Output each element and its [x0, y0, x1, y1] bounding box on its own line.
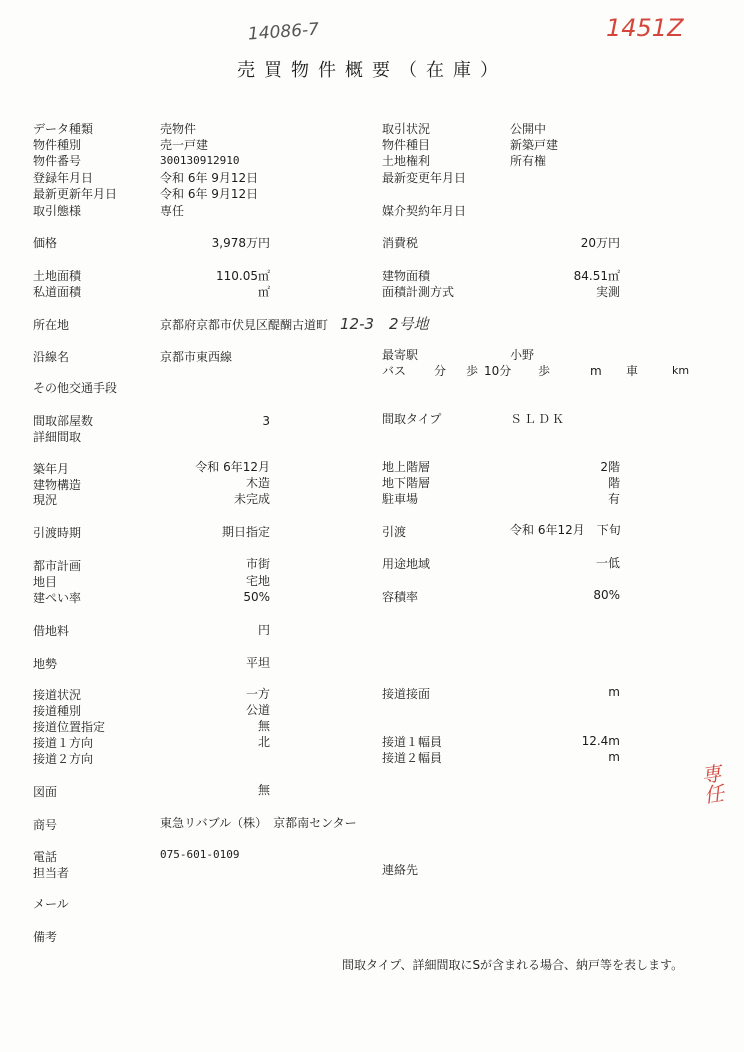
value-floor-ratio: 80% [593, 588, 620, 602]
value-parking: 有 [607, 492, 620, 506]
label-road1-direction: 接道１方向 [33, 736, 94, 750]
bus-car-label: 車 [626, 364, 639, 378]
bus-m-unit: m [590, 364, 602, 378]
label-terrain: 地勢 [33, 657, 58, 671]
value-coverage: 50% [243, 590, 270, 604]
label-condition: 現況 [33, 493, 58, 507]
value-area-method: 実測 [595, 285, 620, 299]
label-other-transport: その他交通手段 [33, 381, 118, 395]
label-line: 沿線名 [33, 350, 70, 364]
bus-min-unit: 分 [434, 364, 447, 378]
label-floor-ratio: 容積率 [382, 590, 419, 604]
label-person: 担当者 [33, 866, 70, 880]
value-property-type: 売一戸建 [160, 138, 209, 152]
label-phone: 電話 [33, 850, 58, 864]
handwritten-side-note: 専任 [696, 762, 726, 806]
label-rooms: 間取部屋数 [33, 414, 94, 428]
label-last-updated: 最新更新年月日 [33, 187, 118, 201]
label-floors-above: 地上階層 [382, 460, 431, 474]
bus-walk-minutes: 10分 [484, 364, 512, 378]
value-trade-status: 公開中 [510, 122, 547, 136]
value-road-frontage: m [608, 685, 620, 699]
label-road-type: 接道種別 [33, 704, 82, 718]
label-data-type: データ種類 [33, 122, 94, 136]
value-rooms: 3 [262, 414, 270, 428]
label-price: 価格 [33, 236, 58, 250]
label-layout-detail: 詳細間取 [33, 430, 82, 444]
handwritten-address-suffix: 12-3 2号地 [340, 315, 429, 333]
value-structure: 木造 [245, 476, 270, 490]
value-road1-direction: 北 [257, 735, 270, 749]
label-property-number: 物件番号 [33, 154, 82, 168]
value-private-road: ㎡ [257, 285, 270, 299]
label-deal-type: 取引態様 [33, 204, 82, 218]
label-bus: バス [382, 364, 407, 378]
handwritten-ref-number: 14086-7 [247, 19, 320, 45]
value-registered: 令和 6年 9月12日 [160, 171, 259, 185]
value-land-area: 110.05㎡ [216, 269, 270, 283]
value-condition: 未完成 [233, 492, 270, 506]
value-floors-below: 階 [607, 476, 620, 490]
label-built: 築年月 [33, 462, 70, 476]
bus-km-unit: km [672, 364, 690, 377]
value-road1-width: 12.4m [581, 734, 620, 748]
value-road2-width: m [608, 750, 620, 764]
label-city-plan: 都市計画 [33, 559, 82, 573]
label-structure: 建物構造 [33, 478, 82, 492]
label-use-zone: 用途地域 [382, 557, 431, 571]
value-land-rent: 円 [257, 623, 270, 637]
label-private-road: 私道面積 [33, 285, 82, 299]
value-property-item: 新築戸建 [510, 138, 559, 152]
label-contact: 連絡先 [382, 863, 419, 877]
label-road-status: 接道状況 [33, 688, 82, 702]
value-land-category: 宅地 [245, 574, 270, 588]
value-last-updated: 令和 6年 9月12日 [160, 187, 259, 201]
label-land-rent: 借地料 [33, 624, 70, 638]
label-floors-below: 地下階層 [382, 476, 431, 490]
label-building-area: 建物面積 [382, 269, 431, 283]
label-land-category: 地目 [33, 575, 58, 589]
handwritten-id-number: 1451Z [606, 14, 684, 42]
label-nearest-station: 最寄駅 [382, 348, 419, 362]
label-broker-contract: 媒介契約年月日 [382, 204, 467, 218]
label-property-type: 物件種別 [33, 138, 82, 152]
label-road2-direction: 接道２方向 [33, 752, 94, 766]
value-layout-type: ＳＬＤＫ [510, 412, 567, 426]
value-drawing: 無 [257, 783, 270, 797]
label-road1-width: 接道１幅員 [382, 735, 443, 749]
value-terrain: 平坦 [245, 656, 270, 670]
label-road2-width: 接道２幅員 [382, 751, 443, 765]
value-road-status: 一方 [245, 687, 270, 701]
label-location: 所在地 [33, 318, 70, 332]
bus-walk2-label: 歩 [538, 364, 551, 378]
value-floors-above: 2階 [600, 460, 620, 474]
label-road-position: 接道位置指定 [33, 720, 106, 734]
label-land-right: 土地権利 [382, 154, 431, 168]
label-mail: メール [33, 897, 69, 911]
value-handover: 令和 6年12月 下旬 [510, 523, 621, 537]
value-land-right: 所有権 [510, 154, 547, 168]
page-title: 売買物件概要（在庫） [237, 60, 507, 81]
label-drawing: 図面 [33, 785, 58, 799]
value-road-position: 無 [257, 719, 270, 733]
value-building-area: 84.51㎡ [573, 269, 620, 283]
value-line: 京都市東西線 [160, 350, 233, 364]
label-coverage: 建ぺい率 [33, 591, 82, 605]
label-property-item: 物件種目 [382, 138, 431, 152]
value-nearest-station: 小野 [510, 348, 535, 362]
value-consumption-tax: 20万円 [580, 236, 620, 250]
bus-walk-label: 歩 [466, 364, 479, 378]
label-area-method: 面積計測方式 [382, 285, 455, 299]
footnote: 間取タイプ、詳細間取にSが含まれる場合、納戸等を表します。 [342, 958, 684, 972]
value-data-type: 売物件 [160, 122, 197, 136]
label-handover-time: 引渡時期 [33, 526, 82, 540]
value-use-zone: 一低 [595, 556, 620, 570]
label-parking: 駐車場 [382, 492, 419, 506]
value-deal-type: 専任 [160, 204, 185, 218]
value-phone: 075-601-0109 [160, 848, 240, 861]
value-built: 令和 6年12月 [195, 460, 270, 474]
label-registered: 登録年月日 [33, 171, 94, 185]
value-road-type: 公道 [245, 703, 270, 717]
value-price: 3,978万円 [211, 236, 270, 250]
value-trade-name: 東急リバブル（株） 京都南センター [160, 816, 357, 830]
value-location: 京都府京都市伏見区醍醐古道町 [160, 318, 329, 332]
label-trade-status: 取引状況 [382, 122, 431, 136]
label-consumption-tax: 消費税 [382, 236, 419, 250]
value-property-number: 300130912910 [160, 154, 240, 167]
label-trade-name: 商号 [33, 818, 58, 832]
label-road-frontage: 接道接面 [382, 687, 431, 701]
label-last-changed: 最新変更年月日 [382, 171, 467, 185]
label-land-area: 土地面積 [33, 269, 82, 283]
value-handover-time: 期日指定 [221, 525, 270, 539]
label-remarks: 備考 [33, 930, 58, 944]
value-city-plan: 市街 [245, 557, 270, 571]
label-handover: 引渡 [382, 525, 407, 539]
label-layout-type: 間取タイプ [382, 412, 442, 426]
